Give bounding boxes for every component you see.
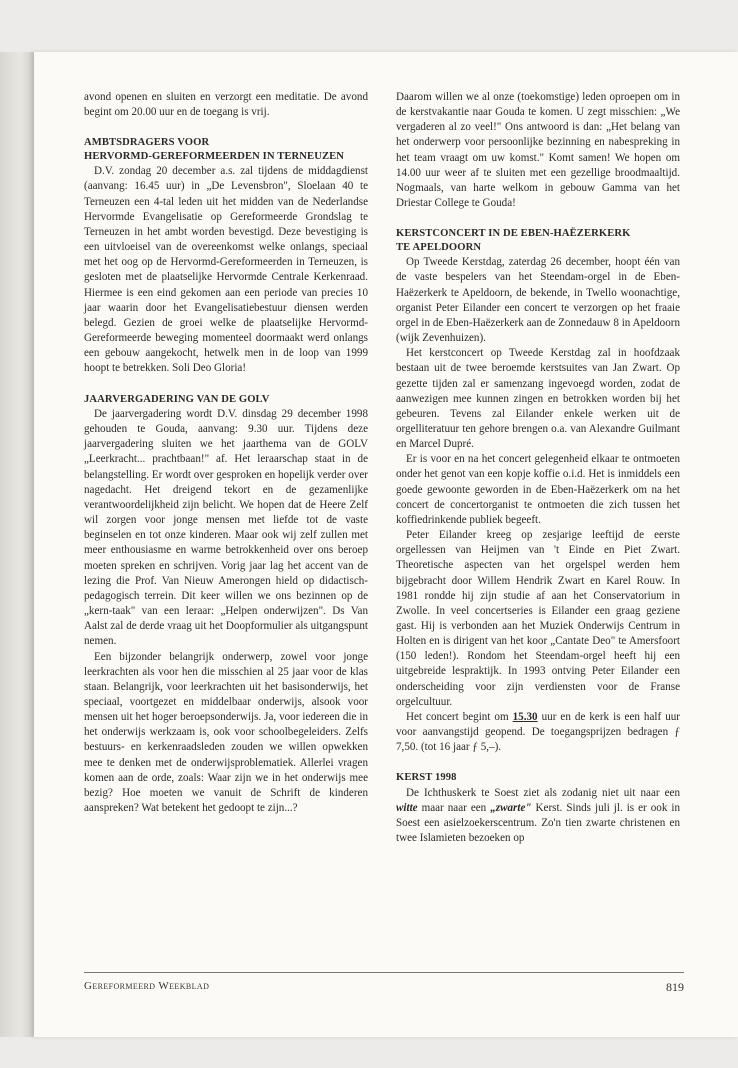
concert-time: 15.30 xyxy=(512,710,538,723)
heading-line: KERSTCONCERT IN DE EBEN-HAËZERKERK xyxy=(396,228,631,240)
paragraph: Het kerstconcert op Tweede Kerstdag zal in hoofdzaak bestaan uit de twee beroemde kerstsuites van Jan Zwart. Op gezette tijden zal er samenzang ingevoegd worden, zodat de aanwezigen mee kunnen zingen en betrokken worden bij het gebeuren. Tevens zal Eilander enkele werken uit de orgelliteratuur ten gehore brengen o.a. van Alexandre Guilmant en Marcel Dupré. xyxy=(396,347,680,451)
emphasis-zwarte: „zwarte" xyxy=(490,802,532,815)
section-heading-kerstconcert xyxy=(396,227,680,254)
paragraph: D.V. zondag 20 december a.s. zal tijdens de middagdienst (aanvang: 16.45 uur) in „De Levensbron", Sloelaan 40 te Terneuzen een 4-tal leden uit het midden van de Nederlandse Hervormde Evangelisatie op Gereformeerde Grondslag te Terneuzen in het ambt worden bevestigd. Deze bevestiging is een uitvloeisel van de overeenkomst welke onlangs, speciaal met het oog op de Hervormd-Gereformeerden in Terneuzen, is gesloten met de plaatselijke Hervormde Centrale Kerkenraad. Hiermee is een eind gekomen aan een periode van precies 10 jaar waarin door het Evangelisatiebestuur diensen werden belegd. Gezien de groei welke de plaatselijke Hervormd-Gereformeerde beweging momenteel doormaakt werd onlangs een gebouw aangekocht, hetwelk men in de loop van 1999 hoopt te betrekken. Soli Deo Gloria! xyxy=(84,165,368,375)
text-run: maar naar een xyxy=(417,802,491,815)
page-number: 819 xyxy=(666,980,684,994)
paragraph: Op Tweede Kerstdag, zaterdag 26 december, hoopt één van de vaste bespelers van het Steendam-orgel in de Eben-Haëzerkerk te Apeldoorn, de bekende, in Twello woonachtige, organist Peter Eilander een concert te verzorgen op het fraaie orgel in de Eben-Haëzerkerk aan de Zonnedauw 8 in Apeldoorn (wijk Zevenhuizen). xyxy=(396,256,680,345)
section-heading-jaarvergadering: JAARVERGADERING VAN DE GOLV xyxy=(84,393,270,405)
heading-line: HERVORMD-GEREFORMEERDEN IN TERNEUZEN xyxy=(84,150,345,162)
publication-title: Gereformeerd Weekblad xyxy=(84,980,210,992)
paragraph: De jaarvergadering wordt D.V. dinsdag 29 december 1998 gehouden te Gouda, aanvang: 9.30 uur. Tijdens deze jaarvergadering sluiten we het jaarthema van de GOLV „Leerkracht... prachtbaan!" af. Het leraarschap staat in de belangstelling. Er wordt over gesproken en hopelijk verder over nagedacht. Het dreigend tekort en de gezamenlijke verantwoordelijkheid zijn belicht. We hopen dat de Heere Zelf wil zorgen voor jonge mensen met liefde tot de vaste beginselen en tot onze kinderen. Maar ook wij zelf zullen met meer enthousiasme en warme betrokkenheid over ons beroep moeten spreken en schrijven. Vorig jaar lag het accent van de lezing die Prof. Van Nieuw Amerongen hield op didactisch-pedagogisch terrein. Dit keer willen we ons bezinnen op de „kern-taak" van een leraar: „Helpen onderwijzen". Ds Van Aalst zal de derde vraag uit het Doopformulier als uitgangspunt nemen. xyxy=(84,408,368,648)
footer-divider xyxy=(84,972,684,973)
text-run: Het concert begint om xyxy=(406,710,513,723)
text-run: De Ichthuskerk te Soest ziet als zodanig niet uit naar een xyxy=(406,786,680,799)
paragraph: Er is voor en na het concert gelegenheid elkaar te ontmoeten onder het genot van een kopje koffie o.i.d. Het is inmiddels een goede gewoonte geworden in de Eben-Haëzerkerk om na het concert de concertorganist te ontmoeten die zich tussen het koffiedrinkende publiek begeeft. xyxy=(396,453,680,526)
left-column xyxy=(84,90,368,816)
paragraph: Peter Eilander kreeg op zesjarige leeftijd de eerste orgellessen van Heijmen van 't Einde en Piet Zwart. Theoretische aspecten van het orgelspel werden hem bijgebracht door Willem Hendrik Zwart en Karel Rouw. In 1981 rondde hij zijn studie af aan het Conservatorium in Zwolle. In veel concertseries is Eilander een graag geziene gast. Hij is verbonden aan het Muziek Onderwijs Centrum in Holten en is dirigent van het koor „Cantate Deo" te Amersfoort (150 leden!). Rondom het Steendam-orgel heeft hij een uitgebreide lespraktijk. In 1993 ontving Peter Eilander een onderscheiding voor zijn verdiensten voor de Franse orgelcultuur. xyxy=(396,529,680,708)
paragraph: Een bijzonder belangrijk onderwerp, zowel voor jonge leerkrachten als voor hen die misschien al 25 jaar voor de klas staan. Belangrijk, voor leerkrachten uit het basisonderwijs, het speciaal, voortgezet en middelbaar onderwijs, alsook voor mensen uit het hoger beroepsonderwijs. Ja, voor iedereen die in het onderwijs werkzaam is, ook voor schoolbegeleiders. Zelfs bestuurs- en kerkenraadsleden zouden we willen opwekken mee te denken met de onderwijsproblematiek. Allerlei vragen komen aan de orde, zoals: Waar zijn we in het onderwijs mee bezig? Hoe moeten we vanuit de Schrift de kinderen aanspreken? Wat betekent het gedoopt te zijn...? xyxy=(84,650,368,815)
right-column xyxy=(396,90,680,847)
paragraph xyxy=(396,786,680,847)
heading-line: AMBTSDRAGERS VOOR xyxy=(84,137,210,149)
paragraph xyxy=(396,710,680,755)
text-run: Kerst. Sinds juli jl. is er ook in Soest een asielzoekerscentrum. Zo'n tien zwarte christenen en twee Islamieten bezoeken op xyxy=(396,802,681,845)
heading-line: TE APELDOORN xyxy=(396,241,482,253)
binding-spine xyxy=(0,52,34,1037)
section-heading-ambtsdragers xyxy=(84,136,368,163)
intro-paragraph: Daarom willen we al onze (toekomstige) leden oproepen om in de kerstvakantie naar Gouda te komen. U zegt misschien: „We vergaderen al zo veel!" Ons antwoord is dan: „Het belang van het onderwerp voor persoonlijke bezinning en nabespreking in het team vraagt om uw komst." Komt samen! We hopen om 14.00 uur weer af te sluiten met een gezellige broodmaaltijd. Nogmaals, van harte welkom in gebouw Gamma van het Driestar College te Gouda! xyxy=(396,91,680,210)
emphasis-witte: witte xyxy=(396,802,418,815)
text-run: uur en de kerk is een half uur voor aanvangstijd geopend. De toegangsprijzen bedragen ƒ 7,50. (tot 16 jaar ƒ 5,–). xyxy=(396,710,680,754)
intro-paragraph: avond openen en sluiten en verzorgt een meditatie. De avond begint om 20.00 uur en de toegang is vrij. xyxy=(84,91,368,119)
section-heading-kerst-1998: KERST 1998 xyxy=(396,772,457,784)
